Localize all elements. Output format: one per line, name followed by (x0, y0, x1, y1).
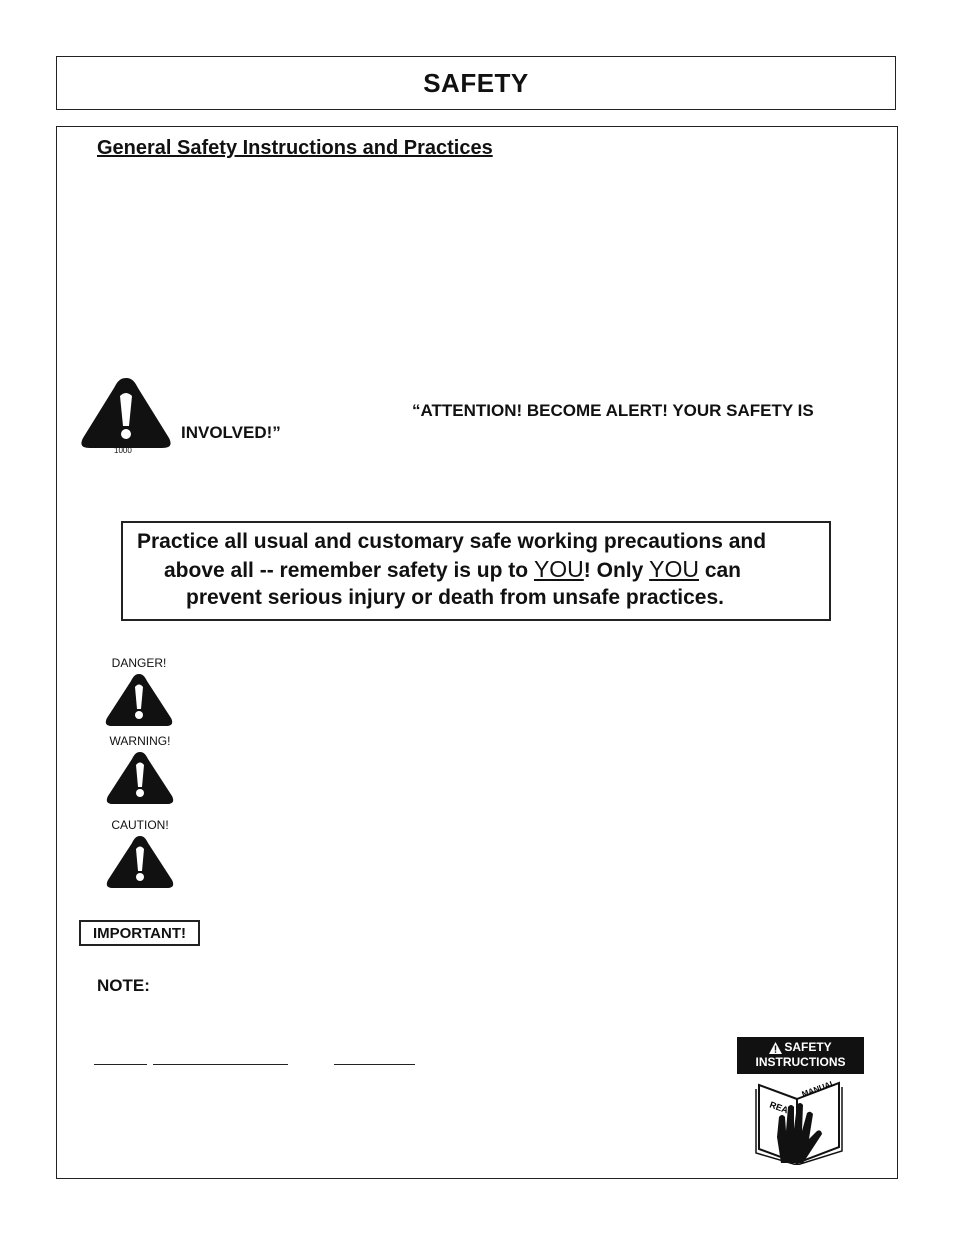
title-box (56, 56, 896, 110)
read-manual-safety-logo (737, 1037, 864, 1165)
danger-label: DANGER! (111, 656, 167, 670)
caution-alert-icon (105, 834, 175, 892)
manual-hand-icon (755, 1077, 845, 1165)
danger-signal (104, 657, 174, 730)
you-emphasis: YOU (649, 556, 699, 582)
content-frame (56, 126, 898, 1179)
underline-rule (153, 1064, 288, 1065)
underline-rule (334, 1064, 415, 1065)
warning-label: WARNING! (109, 734, 171, 748)
danger-alert-icon (104, 672, 174, 730)
small-alert-icon (769, 1042, 782, 1054)
page-title: SAFETY (423, 67, 529, 98)
logo-banner (737, 1037, 864, 1074)
reminder-line2 (164, 556, 741, 584)
reminder-text: ! Only (583, 559, 650, 582)
reminder-line1: Practice all usual and customary safe working precautions and (137, 530, 767, 553)
section-heading: General Safety Instructions and Practices (97, 137, 493, 159)
caution-signal (105, 819, 175, 892)
logo-line2: INSTRUCTIONS (755, 1055, 846, 1069)
note-label: NOTE: (97, 976, 150, 995)
reminder-text: above all -- remember safety is up to (164, 559, 534, 582)
reminder-text: can (698, 559, 742, 582)
logo-line1: SAFETY (784, 1040, 832, 1054)
warning-alert-icon (105, 750, 175, 808)
symbol-code: 1000 (114, 446, 132, 455)
attention-text-line2: INVOLVED!” (181, 423, 281, 442)
you-emphasis: YOU (533, 556, 584, 582)
caution-label: CAUTION! (111, 818, 169, 832)
safety-reminder-box (121, 521, 831, 621)
underline-rule (94, 1064, 147, 1065)
important-label: IMPORTANT! (79, 920, 200, 946)
book-read-text: READ (768, 1099, 796, 1118)
warning-signal (105, 735, 175, 808)
reminder-line3: prevent serious injury or death from unsafe practices. (186, 586, 724, 609)
attention-text-line1: “ATTENTION! BECOME ALERT! YOUR SAFETY IS (412, 401, 814, 420)
book-manual-text: MANUAL (800, 1078, 837, 1099)
